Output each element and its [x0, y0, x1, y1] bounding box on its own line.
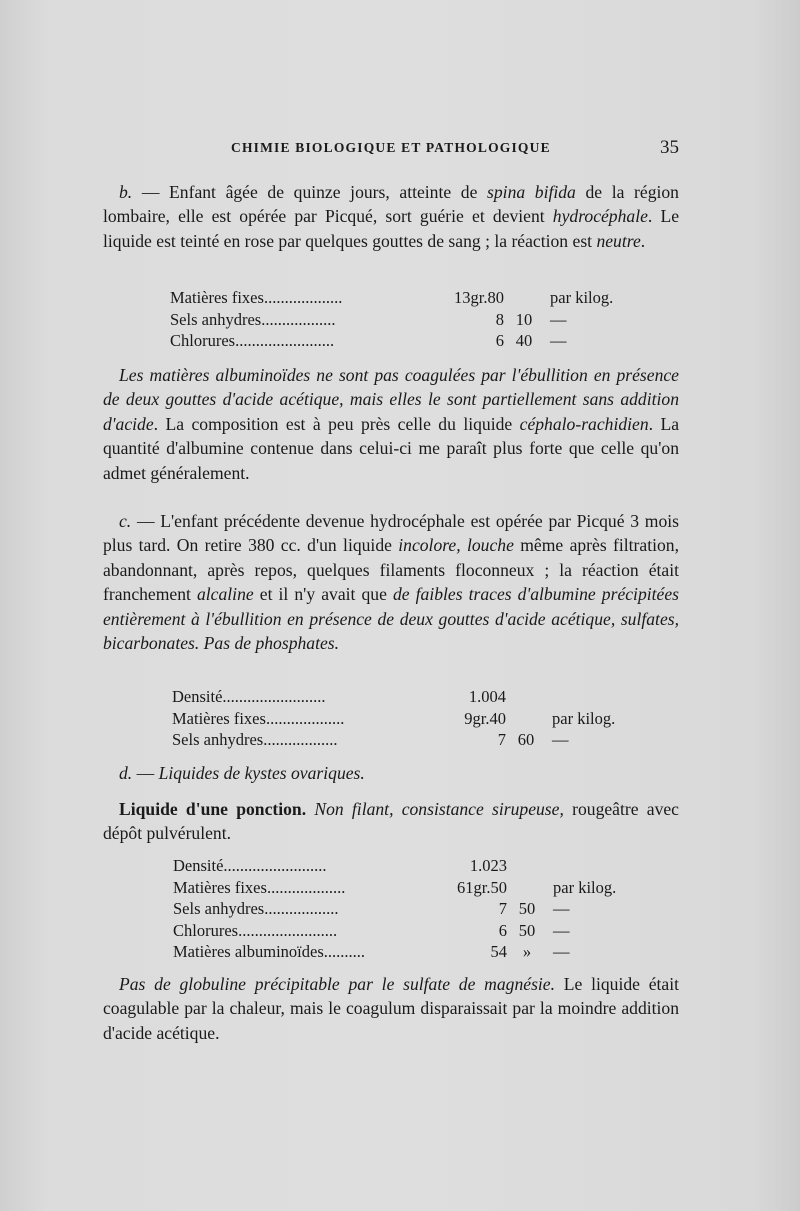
para-c-label: c. — [119, 511, 132, 531]
table-1 — [170, 287, 624, 352]
table-cell-value-1: 9gr.40 — [464, 708, 506, 728]
table-cell-value-1: 54 — [490, 942, 507, 961]
table-cell-value-3: par kilog. — [553, 877, 617, 897]
paragraph-d: d. — Liquides de kystes ovariques. — [119, 763, 365, 783]
leader-dots: .......... — [323, 942, 366, 961]
leader-dots: .................. — [264, 899, 339, 918]
paragraph-albumine: Les matières albuminoïdes ne sont pas coagulées par l'ébullition en présence de deux gouttes d'acide acétique, mais elles le sont partiellement sans addition d'acide. La composition est à peu près celle du liquide céphalo-rachidien. La quantité d'albumine contenue dans celui-ci me paraît plus forte que celle qu'on admet généralement. — [103, 365, 680, 483]
leader-dots: .................. — [261, 309, 336, 329]
paragraph-c: c. — L'enfant précédente devenue hydrocéphale est opérée par Picqué 3 mois plus tard. On retire 380 cc. d'un liquide incolore, louche même après filtration, abandonnant, après repos, quelques filaments floconneux ; la réaction était franchement alcaline et il n'y avait que de faibles traces d'albumine précipitées entièrement à l'ébullition en présence de deux gouttes d'acide acétique, sulfates, bicarbonates. Pas de phosphates. — [103, 511, 679, 654]
running-header — [231, 137, 679, 158]
table-cell-value-2 — [506, 708, 546, 730]
page-number: 35 — [660, 137, 679, 158]
table-cell-value-3: — — [553, 899, 570, 918]
table-cell-label: Sels anhydres.................. — [172, 730, 338, 749]
liquide-heading: Liquide d'une ponction. — [119, 799, 307, 819]
table-cell-label: Matières fixes................... — [172, 708, 345, 728]
table-cell-value-2: 50 — [518, 920, 536, 940]
table-cell-value-1: 7 — [497, 730, 506, 749]
table-cell-label: Sels anhydres.................. — [173, 899, 339, 918]
table-row — [173, 877, 627, 899]
table-row — [173, 855, 627, 877]
table-cell-label: Chlorures........................ — [173, 920, 338, 940]
table-cell-value-1: 61gr.50 — [457, 877, 507, 897]
table-cell-value-2: 40 — [515, 331, 533, 350]
table-row — [172, 708, 626, 730]
table-cell-value-3: — — [553, 942, 570, 961]
table-cell-value-2 — [506, 686, 546, 708]
table-row — [173, 898, 627, 920]
leader-dots: ................... — [266, 877, 346, 897]
table-3 — [173, 855, 627, 963]
paragraph-b: b. — Enfant âgée de quinze jours, atteinte de spina bifida de la région lombaire, elle est opérée par Picqué, sort guérie et devient hydrocéphale. Le liquide est teinté en rose par quelques gouttes de sang ; la réaction est neutre. — [103, 182, 680, 251]
table-cell-value-3: — — [553, 920, 570, 940]
table-cell-value-1: 8 — [495, 309, 504, 329]
table-row — [173, 941, 627, 963]
table-cell-value-3 — [547, 855, 627, 877]
table-cell-value-3: — — [550, 331, 567, 350]
table-row — [170, 330, 624, 352]
table-cell-value-2 — [507, 877, 547, 899]
table-cell-label: Matières albuminoïdes.......... — [173, 942, 366, 961]
table-cell-label: Matières fixes................... — [173, 877, 346, 897]
table-cell-value-1: 1.023 — [469, 856, 507, 875]
table-cell-value-1: 6 — [498, 920, 507, 940]
table-cell-label: Chlorures........................ — [170, 331, 335, 350]
table-cell-value-2: » — [522, 942, 532, 961]
table-cell-value-2: 50 — [518, 899, 536, 918]
paragraph-liquide: Liquide d'une ponction. Non filant, consistance sirupeuse, rougeâtre avec dépôt pulvérulent. — [103, 799, 679, 844]
table-cell-value-3: par kilog. — [550, 288, 614, 307]
leader-dots: ......................... — [223, 856, 327, 875]
table-cell-value-2: 60 — [517, 730, 535, 749]
table-cell-value-3: — — [550, 309, 567, 329]
table-cell-value-2 — [507, 855, 547, 877]
leader-dots: ................... — [265, 708, 345, 728]
table-cell-value-1: 7 — [498, 899, 507, 918]
table-1-body — [170, 287, 624, 352]
table-cell-value-1: 1.004 — [468, 687, 506, 706]
table-3-body — [173, 855, 627, 963]
leader-dots: ........................ — [238, 920, 338, 940]
table-cell-value-3: par kilog. — [552, 708, 616, 728]
table-2 — [172, 686, 626, 751]
leader-dots: ........................ — [235, 331, 335, 350]
table-cell-value-3 — [546, 686, 626, 708]
table-cell-value-3: — — [552, 730, 569, 749]
table-row — [172, 729, 626, 751]
table-row — [170, 309, 624, 331]
table-row — [170, 287, 624, 309]
table-cell-value-2: 10 — [515, 309, 533, 329]
table-row — [172, 686, 626, 708]
running-title: CHIMIE BIOLOGIQUE ET PATHOLOGIQUE — [231, 140, 551, 155]
leader-dots: .................. — [263, 730, 338, 749]
para-b-label: b. — [119, 182, 133, 202]
leader-dots: ......................... — [222, 687, 326, 706]
table-cell-label: Matières fixes................... — [170, 288, 343, 307]
table-cell-value-1: 13gr.80 — [454, 288, 504, 307]
leader-dots: ................... — [263, 288, 343, 307]
table-cell-label: Sels anhydres.................. — [170, 309, 336, 329]
paragraph-final: Pas de globuline précipitable par le sulfate de magnésie. Le liquide était coagulable par la chaleur, mais le coagulum disparaissait par la moindre addition d'acide acétique. — [103, 974, 679, 1043]
table-cell-label: Densité......................... — [173, 856, 327, 875]
para-d-label: d. — [119, 763, 133, 783]
table-cell-value-1: 6 — [495, 331, 504, 350]
table-row — [173, 920, 627, 942]
table-cell-label: Densité......................... — [172, 687, 326, 706]
table-cell-value-2 — [504, 287, 544, 309]
table-2-body — [172, 686, 626, 751]
